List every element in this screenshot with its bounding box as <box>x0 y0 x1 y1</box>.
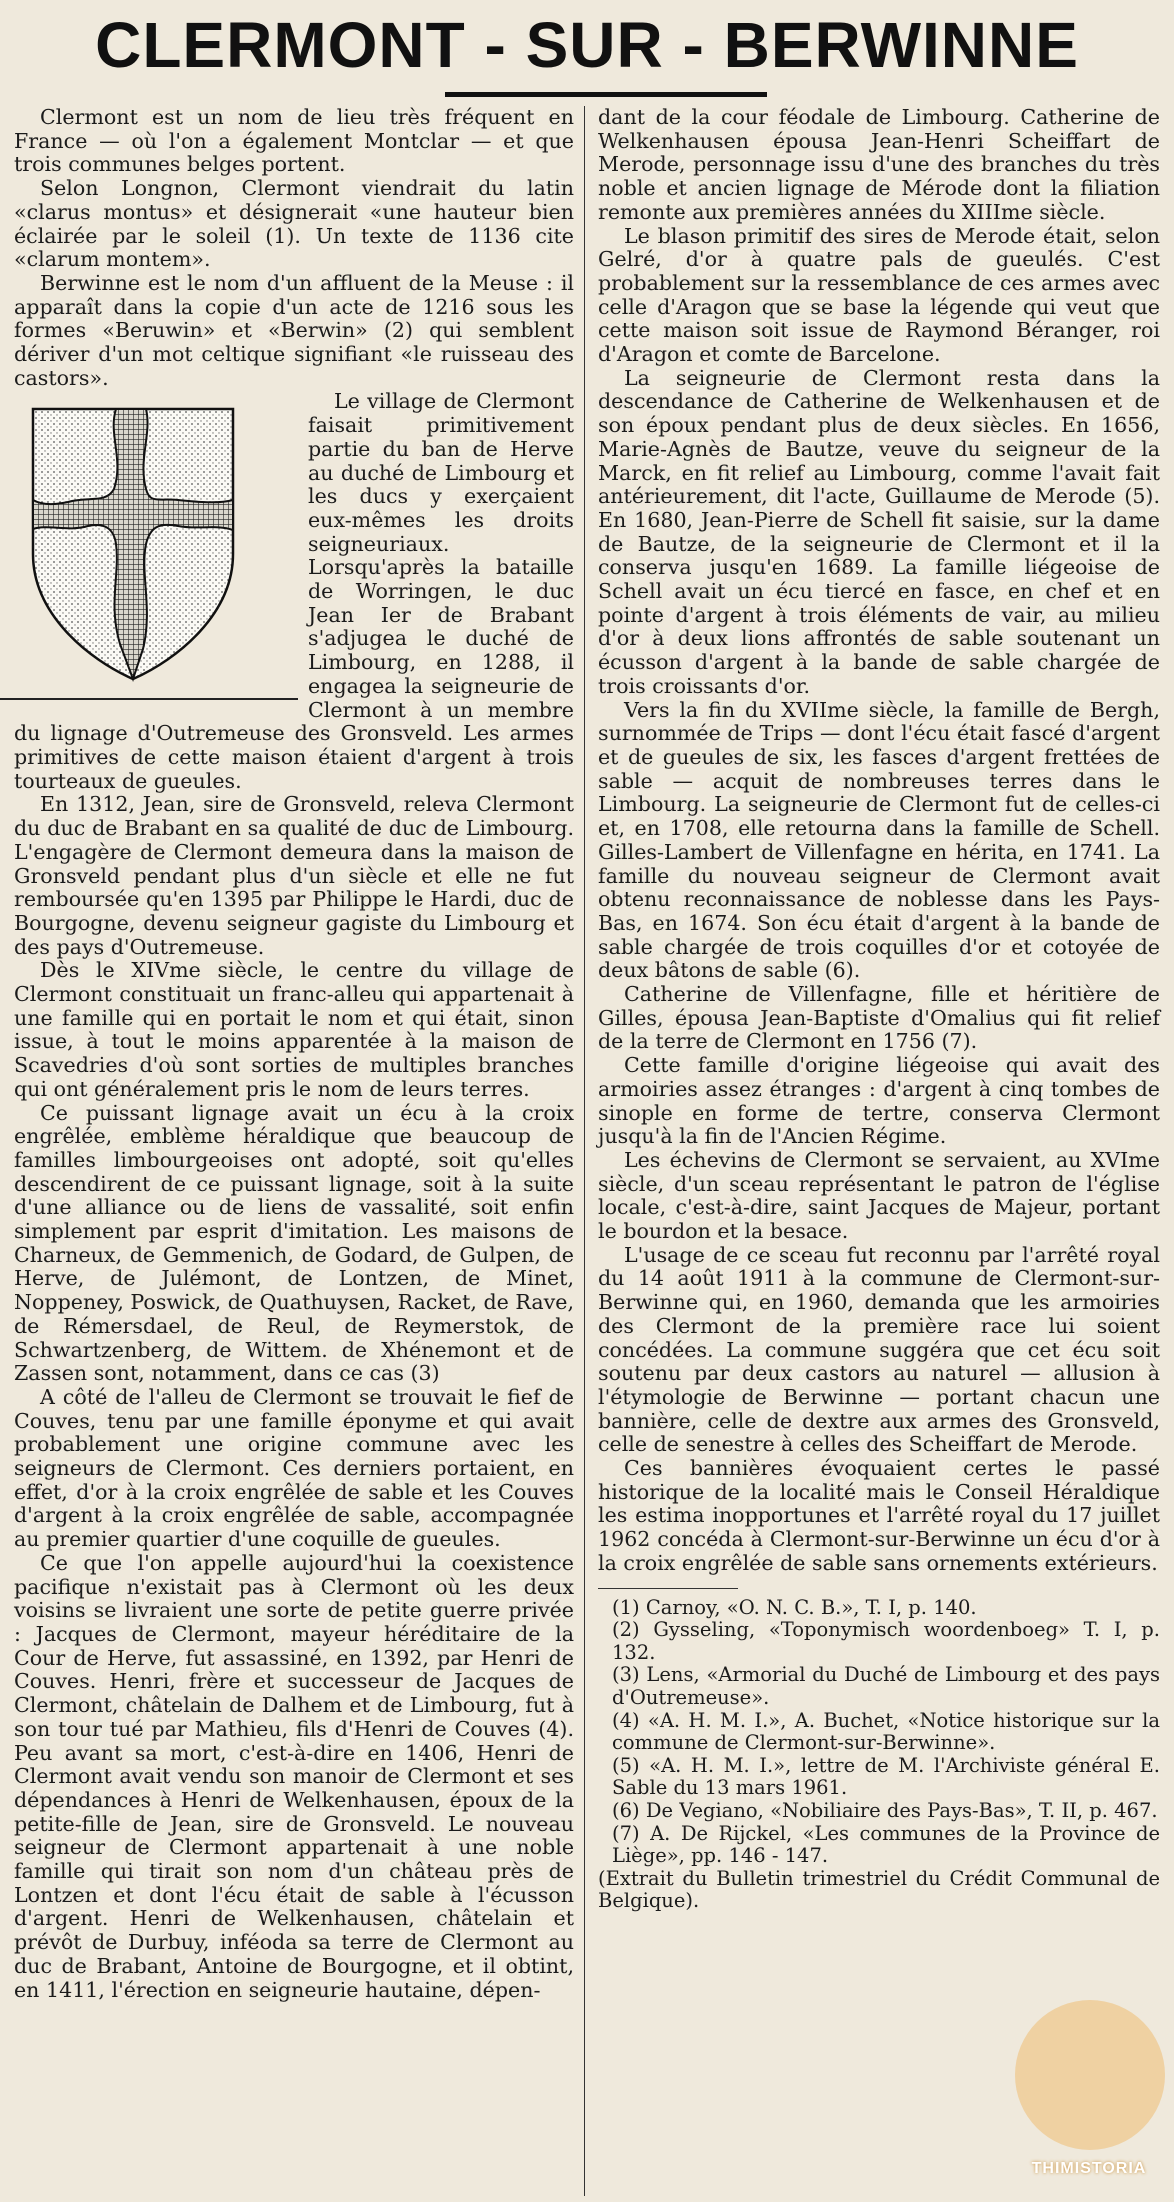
footnote: (6) De Vegiano, «Nobiliaire des Pays-Bas», T. II, p. 467. <box>612 1798 1158 1822</box>
shield-icon <box>28 404 238 684</box>
paragraph: En 1312, Jean, sire de Gronsveld, releva Clermont du duc de Brabant en sa qualité de duc de Limbourg. L'engagère de Clermont demeura dans la maison de Gronsveld pendant plus d'un siècle et elle ne fut remboursée qu'en 1395 par Philippe le Hardi, duc de Bourgogne, devenu seigneur gagiste du Limbourg et des pays d'Outremeuse. <box>14 792 574 959</box>
paragraph: Dès le XIVme siècle, le centre du village de Clermont constituait un franc-alleu qui appartenait à une famille qui en portait le nom et qui était, sinon issue, à tout le moins apparentée à la maison de Scavedries d'où sont sorties de multiples branches qui ont généralement pris le nom de leurs terres. <box>14 958 574 1101</box>
column-divider <box>584 106 585 2196</box>
footnote: (7) A. De Rijckel, «Les communes de la Province de Liège», pp. 146 - 147. <box>612 1821 1160 1868</box>
paragraph: Vers la fin du XVIIme siècle, la famille de Bergh, surnommée de Trips — dont l'écu était fascé d'argent et de gueules de six, les fasces d'argent frettées de sable — acquit de nombreuses terres dans le Limbourg. La seigneurie de Clermont fut de celles-ci et, en 1708, elle retourna dans la famille de Schell. Gilles-Lambert de Villenfagne en hérita, en 1741. La famille du nouveau seigneur de Clermont avait obtenu reconnaissance de noblesse dans les Pays-Bas, en 1674. Son écu était d'argent à la bande de sable chargée de trois coquilles d'or et cotoyée de deux bâtons de sable (6). <box>598 697 1160 983</box>
watermark-text: THIMISTORIA <box>1031 2160 1147 2177</box>
paragraph: A côté de l'alleu de Clermont se trouvait le fief de Couves, tenu par une famille éponyme et qui avait probablement une origine commune avec les seigneurs de Clermont. Ces derniers portaient, en effet, d'or à la croix engrêlée de sable et les Couves d'argent à la croix engrêlée de sable, accompagnée au premier quartier d'une coquille de gueules. <box>14 1384 574 1552</box>
paragraph: L'usage de ce sceau fut reconnu par l'arrêté royal du 14 août 1911 à la commune de Clermont-sur-Berwinne qui, en 1960, demanda que les armoiries des Clermont de la première race lui soient concédées. La commune suggéra que cet écu soit soutenu par deux castors au naturel — allusion à l'étymologie de Berwinne — portant chacun une bannière, celle de dextre aux armes des Gronsveld, celle de senestre à celles des Scheiffart de Merode. <box>598 1242 1160 1457</box>
paragraph: Selon Longnon, Clermont viendrait du latin «clarus montus» et désignerait «une hauteur bien éclairée par le soleil (1). Un texte de 1136 cite «clarum montem». <box>14 176 574 272</box>
paragraph: Berwinne est le nom d'un affluent de la Meuse : il apparaît dans la copie d'un acte de 1216 sous les formes «Beruwin» et «Berwin» (2) qui semblent dériver d'un mot celtique signifiant «le ruisseau des castors». <box>14 270 574 390</box>
paragraph: Ce que l'on appelle aujourd'hui la coexistence pacifique n'existait pas à Clermont où les deux voisins se livraient une sorte de petite guerre privée : Jacques de Clermont, mayeur héréditaire de la Cour de Herve, fut assassiné, en 1392, par Henri de Couves. Henri, frère et successeur de Jacques de Clermont, châtelain de Dalhem et de Limbourg, fut à son tour tué par Mathieu, fils d'Henri de Couves (4). Peu avant sa mort, c'est-à-dire en 1406, Henri de Clermont avait vendu son manoir de Clermont et ses dépendances à Henri de Welkenhausen, époux de la petite-fille de Jean, sire de Gronsveld. Le nouveau seigneur de Clermont appartenait à une noble famille qui tirait son nom d'un château près de Lontzen et dont l'écu était de sable à l'écusson d'argent. Henri de Welkenhausen, châtelain et prévôt de Durbuy, inféoda sa terre de Clermont au duc de Brabant, Antoine de Bourgogne, et il obtint, en 1411, l'érection en seigneurie hautaine, dépen- <box>14 1550 574 2002</box>
watermark-logo <box>1015 2000 1165 2150</box>
right-column <box>598 106 1160 1913</box>
footnote-rule <box>598 1588 738 1589</box>
paragraph: Les échevins de Clermont se servaient, au XVIme siècle, d'un sceau représentant le patron de l'église locale, c'est-à-dire, saint Jacques de Majeur, portant le bourdon et la besace. <box>598 1147 1160 1244</box>
footnote: (3) Lens, «Armorial du Duché de Limbourg et des pays d'Outremeuse». <box>612 1663 1160 1709</box>
footnote: (2) Gysseling, «Toponymisch woordenboeg» T. I, p. 132. <box>612 1618 1160 1664</box>
source-note: (Extrait du Bulletin trimestriel du Crédit Communal de Belgique). <box>598 1866 1160 1913</box>
paragraph: dant de la cour féodale de Limbourg. Catherine de Welkenhausen épousa Jean-Henri Scheiffart de Merode, personnage issu d'une des branches du très noble et ancien lignage de Mérode dont la filiation remonte aux premières années du XIIIme siècle. <box>598 105 1160 224</box>
footnote: (5) «A. H. M. I.», lettre de M. l'Archiviste général E. Sable du 13 mars 1961. <box>612 1753 1160 1800</box>
coat-of-arms-figure <box>0 398 298 700</box>
left-column <box>14 106 574 2002</box>
paragraph: Clermont est un nom de lieu très fréquent en France — où l'on a également Montclar — et que trois communes belges portent. <box>14 105 574 177</box>
paragraph: Ce puissant lignage avait un écu à la croix engrêlée, emblème héraldique que beaucoup de familles limbourgeoises ont adopté, soit qu'elles descendirent de ce puissant lignage, soit à la suite d'une alliance ou de liens de vassalité, soit enfin simplement par esprit d'imitation. Les maisons de Charneux, de Gemmenich, de Godard, de Gulpen, de Herve, de Julémont, de Lontzen, de Minet, Noppeney, Poswick, de Quathuysen, Racket, de Rave, de Rémersdael, de Reul, de Reymerstok, de Schwartzenberg, de Wittem. de Xhénemont et de Zassen sont, notamment, dans ce cas (3) <box>14 1100 574 1386</box>
paragraph: Ces bannières évoquaient certes le passé historique de la localité mais le Conseil Héraldique les estima inopportunes et l'arrêté royal du 17 juillet 1962 concéda à Clermont-sur-Berwinne un écu d'or à la croix engrêlée de sable sans ornements extérieurs. <box>598 1456 1160 1575</box>
footnote: (4) «A. H. M. I.», A. Buchet, «Notice historique sur la commune de Clermont-sur-Berwinne». <box>612 1708 1160 1755</box>
paragraph: Cette famille d'origine liégeoise qui avait des armoiries assez étranges : d'argent à cinq tombes de sinople en forme de tertre, conserva Clermont jusqu'à la fin de l'Ancien Régime. <box>598 1053 1160 1149</box>
title-underline <box>445 92 767 97</box>
paragraph: La seigneurie de Clermont resta dans la descendance de Catherine de Welkenhausen et de son époux pendant plus de deux siècles. En 1656, Marie-Agnès de Bautze, veuve du seigneur de la Marck, en fit relief au Limbourg, comme l'avait fait antérieurement, dit l'acte, Guillaume de Merode (5). En 1680, Jean-Pierre de Schell fit saisie, sur la dame de Bautze, de la seigneurie de Clermont et il la conserva jusqu'en 1689. La famille liégeoise de Schell avait un écu tiercé en fasce, en chef et en pointe d'argent à trois éléments de vair, au milieu d'or à deux lions affrontés de sable soutenant un écusson d'argent à la bande de sable chargée de trois croissants d'or. <box>598 365 1160 698</box>
paragraph: Catherine de Villenfagne, fille et héritière de Gilles, épousa Jean-Baptiste d'Omalius qui fit relief de la terre de Clermont en 1756 (7). <box>598 982 1160 1054</box>
paragraph: Le blason primitif des sires de Merode était, selon Gelré, d'or à quatre pals de gueulés. C'est probablement sur la ressemblance de ces armes avec celle d'Aragon que se base la légende qui veut que cette maison soit issue de Raymond Béranger, roi d'Aragon et comte de Barcelone. <box>598 223 1160 367</box>
article-title: CLERMONT - SUR - BERWINNE <box>95 9 1079 81</box>
paragraph: Le village de Clermont faisait primitivement partie du ban de Herve au duché de Limbourg et les ducs y exerçaient eux-mêmes les droits seigneuriaux. Lorsqu'après la bataille de Worringen, le duc Jean Ier de Brabant s'adjugea le duché de Limbourg, en 1288, il engagea la seigneurie de Clermont à un membre du lignage d'Outremeuse des Gronsveld. Les armes primitives de cette maison étaient d'argent à trois tourteaux de gueules. <box>14 389 574 793</box>
footnote: (1) Carnoy, «O. N. C. B.», T. I, p. 140. <box>612 1595 977 1619</box>
